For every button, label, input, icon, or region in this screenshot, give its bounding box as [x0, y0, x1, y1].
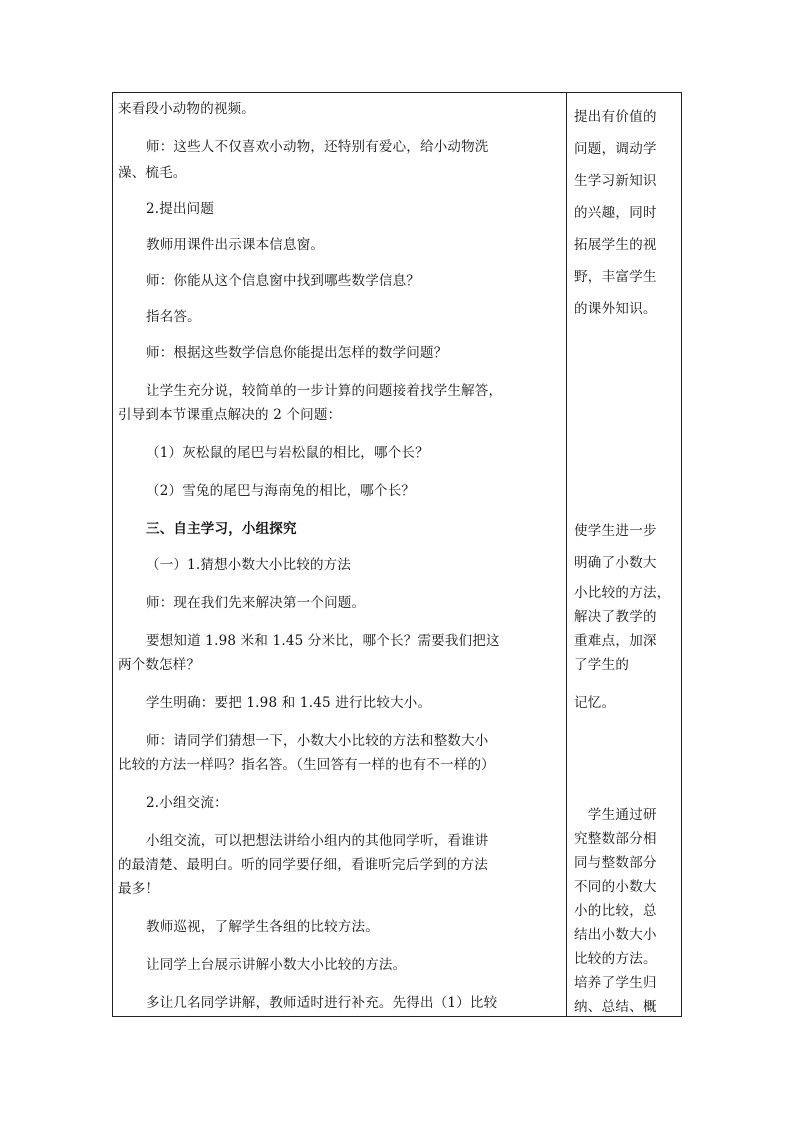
note-line: 同与整数部分: [574, 855, 657, 871]
text-line: （一）1.猜想小数大小比较的方法: [146, 557, 352, 573]
note-line: 小的比较，总: [574, 903, 657, 919]
section-heading: 2.小组交流：: [146, 795, 228, 811]
note-line: 培养了学生归: [574, 975, 657, 991]
text-line: 多让几名同学讲解，教师适时进行补充。先得出（1）比较: [146, 995, 498, 1011]
text-line: 比较的方法一样吗？指名答。（生回答有一样的也有不一样的）: [118, 757, 495, 773]
note-line: 比较的方法。: [574, 951, 657, 967]
text-line: 师：你能从这个信息窗中找到哪些数学信息？: [146, 273, 420, 289]
note-line: 结出小数大小: [574, 927, 657, 943]
text-line: 小组交流，可以把想法讲给小组内的其他同学听，看谁讲: [146, 833, 489, 849]
note-line: 提出有价值的: [574, 109, 657, 125]
text-line: 师：现在我们先来解决第一个问题。: [146, 595, 366, 611]
note-line: 究整数部分相: [574, 831, 657, 847]
note-line: 纳、总结、概: [574, 999, 657, 1015]
text-line: 的最清楚、最明白。听的同学要仔细，看谁听完后学到的方法: [118, 857, 488, 873]
text-line: 教师巡视，了解学生各组的比较方法。: [146, 919, 379, 935]
note-line: 学生通过研: [574, 807, 657, 823]
text-line: 两个数怎样？: [118, 657, 201, 673]
text-line: 引导到本节课重点解决的 2 个问题：: [118, 407, 342, 423]
section-heading: 2.提出问题: [146, 201, 215, 217]
text-line: 教师用课件出示课本信息窗。: [146, 237, 325, 253]
note-line: 明确了小数大: [574, 555, 657, 571]
text-line: 要想知道 1.98 米和 1.45 分米比，哪个长？需要我们把这: [146, 633, 500, 649]
note-line: 记忆。: [574, 695, 616, 711]
text-line: 师：根据这些数学信息你能提出怎样的数学问题？: [146, 345, 448, 361]
note-line: 生学习新知识: [574, 173, 657, 189]
question-line: （1）灰松鼠的尾巴与岩松鼠的相比，哪个长？: [146, 445, 429, 461]
text-line: 澡、梳毛。: [118, 165, 187, 181]
note-line: 拓展学生的视: [574, 237, 657, 253]
note-line: 野，丰富学生: [574, 269, 657, 285]
note-line: 了学生的: [574, 657, 630, 673]
text-line: 师：这些人不仅喜欢小动物，还特别有爱心，给小动物洗: [146, 139, 489, 155]
note-line: 的课外知识。: [574, 301, 657, 317]
section-heading: 三、自主学习，小组探究: [146, 521, 297, 537]
note-line: 不同的小数大: [574, 879, 657, 895]
text-line: 学生明确：要把 1.98 和 1.45 进行比较大小。: [146, 695, 432, 711]
text-line: 师：请同学们猜想一下，小数大小比较的方法和整数大小: [146, 733, 489, 749]
note-line: 使学生进一步: [574, 523, 657, 539]
text-line: 指名答。: [146, 309, 201, 325]
text-line: 让同学上台展示讲解小数大小比较的方法。: [146, 957, 407, 973]
note-line: 小比较的方法，: [574, 585, 671, 601]
text-line: 最多！: [118, 881, 160, 897]
note-line: 问题，调动学: [574, 141, 657, 157]
text-line: 来看段小动物的视频。: [118, 101, 255, 117]
column-divider: [566, 92, 567, 1017]
note-line: 的兴趣，同时: [574, 205, 657, 221]
question-line: （2）雪兔的尾巴与海南兔的相比，哪个长？: [146, 483, 416, 499]
note-line: 重难点，加深: [574, 633, 657, 649]
text-line: 让学生充分说，较简单的一步计算的问题接着找学生解答，: [146, 383, 503, 399]
note-line: 解决了教学的: [574, 609, 657, 625]
